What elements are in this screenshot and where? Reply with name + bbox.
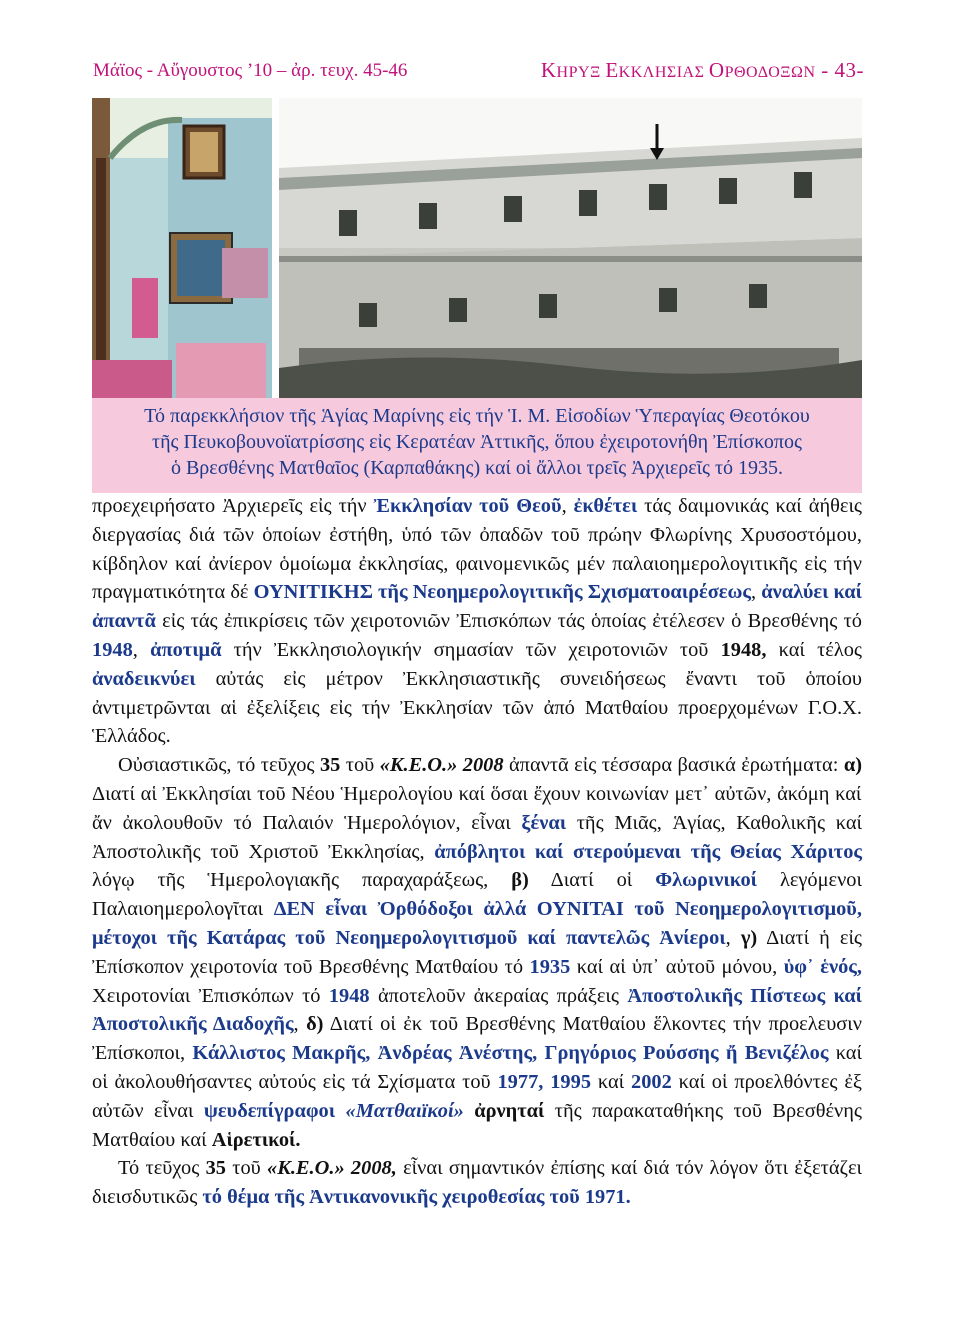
text-run: ἀναδεικνύει — [92, 667, 196, 690]
text-run: Ἐκκλησίαν τοῦ Θεοῦ — [373, 495, 562, 517]
text-run: Κάλλιστος Μακρῆς, Ἀνδρέας Ἀνέστης, Γρηγόριος Ρούσσης ἤ Βενιζέλος — [192, 1042, 829, 1065]
text-run: «Κ.Ε.Ο.» 2008 — [379, 754, 504, 777]
text-run: «Ματθαιϊκοί» — [345, 1099, 464, 1122]
photo-strip — [92, 98, 862, 398]
text-run: 35 — [205, 1157, 226, 1180]
caption-line: ὁ Βρεσθένης Ματθαῖος (Καρπαθάκης) καί οἱ ἄλλοι τρεῖς Ἀρχιερεῖς τό 1935. — [170, 457, 784, 479]
text-run: , — [561, 495, 574, 517]
text-run: προεχειρήσατο Ἀρχιερεῖς εἰς τήν — [92, 495, 374, 517]
text-run: ξέναι — [521, 811, 567, 834]
text-run: Διατί οἱ ἐκ τοῦ Βρεσθένης Ματθαίου ἕλκοντες τήν προελευσιν Ἐπίσκοποι, — [92, 1013, 862, 1065]
text-run: 1948 — [328, 984, 370, 1007]
monastery-building-photo — [279, 98, 862, 398]
text-run: καί — [591, 1070, 632, 1093]
paragraph-2 — [92, 751, 862, 1154]
text-run: τάς δαιμονικάς καί ἀήθεις διεργασίας διά τῶν ὁποίων ἐστήθη, ὑπό τῶν ὀπαδῶν τοῦ πρώην Φλωρίνης Χρυσοστόμου, κίβδηλον καί ἀνίερον ὁμοίωμα ἐκκλησίας, φαινομενικῶς μέν παλαιοημερολογιτικῆς εἰς τήν πραγματικότητα δέ — [92, 495, 863, 604]
text-run: 35 — [319, 754, 341, 777]
text-run: , — [751, 581, 762, 604]
text-run: Φλωρινικοί — [655, 869, 757, 892]
text-run: 1977, 1995 — [497, 1070, 592, 1093]
text-run: 1935 — [529, 955, 571, 978]
chapel-interior-photo — [92, 98, 272, 398]
article-body — [92, 492, 862, 1212]
caption-line: Τό παρεκκλήσιον τῆς Ἁγίας Μαρίνης εἰς τήν Ἱ. Μ. Εἰσοδίων Ὑπεραγίας Θεοτόκου — [144, 405, 810, 427]
text-run: , — [725, 926, 741, 949]
text-run: «Κ.Ε.Ο.» 2008, — [267, 1157, 397, 1180]
text-run: ἀποτιμᾶ — [150, 638, 222, 661]
text-run: τό θέμα τῆς Ἀντικανονικῆς χειροθεσίας τοῦ 1971. — [202, 1186, 631, 1209]
issue-info: Μάϊος - Αὔγουστος ’10 – ἀρ. τευχ. 45-46 — [93, 60, 408, 81]
text-run: τήν Ἐκκλησιολογικήν σημασίαν τῶν χειροτονιῶν τοῦ — [221, 638, 721, 661]
text-run: Οὐσιαστικῶς, τό τεῦχος — [118, 754, 320, 777]
paragraph-3 — [92, 1154, 862, 1212]
photo-caption — [92, 403, 862, 481]
text-run: 1948, — [720, 638, 767, 661]
text-run: τοῦ — [225, 1157, 268, 1180]
text-run: εἶναι σημαντικόν ἐπίσης καί διά τόν λόγον ὅτι ἐξετάζει διεισδυτικῶς — [92, 1157, 863, 1209]
text-run: καί οἱ προελθόντες ἐξ αὐτῶν εἶναι — [92, 1070, 862, 1122]
running-header — [0, 58, 960, 92]
text-run: β) — [511, 869, 529, 892]
text-run: τοῦ — [340, 754, 380, 777]
text-run: , — [132, 638, 151, 661]
page-number: - 43- — [815, 58, 864, 82]
text-run: ἀπόβλητοι καί στερούμεναι τῆς Θείας Χάριτος — [434, 840, 862, 863]
text-run: δ) — [306, 1013, 324, 1036]
text-run: Διατί ἡ εἰς Ἐπίσκοπον χειροτονία τοῦ Βρεσθένης Ματθαίου τό — [92, 926, 863, 978]
text-run: ψευδεπίγραφοι — [203, 1099, 336, 1122]
text-run: ὑφ᾽ ἑνός, — [783, 955, 862, 978]
text-run: ἀπαντᾶ εἰς τέσσαρα βασικά ἐρωτήματα: — [503, 754, 844, 777]
text-run: ΔΕΝ εἶναι Ὀρθόδοξοι ἀλλά ΟΥΝΙΤΑΙ τοῦ Νεοημερολογιτισμοῦ, μέτοχοι τῆς Κατάρας τοῦ Νεοημερολογιτισμοῦ καί παντελῶς Ἀνίεροι — [92, 898, 862, 949]
text-run: καί αἱ ὑπ᾽ αὐτοῦ μόνου, — [570, 955, 784, 978]
text-run: ἀποτελοῦν ἀκεραίας πράξεις — [369, 984, 628, 1007]
text-run: ἀναλύει καί ἀπαντᾶ — [92, 581, 862, 633]
text-run: καί τέλος — [766, 638, 862, 661]
text-run: ἀρνηταί — [474, 1099, 545, 1122]
text-run: 1948 — [92, 638, 133, 661]
text-run: 2002 — [631, 1070, 672, 1093]
text-run: αὐτάς εἰς μέτρον Ἐκκλησιαστικῆς συνειδήσεως ἔναντι τοῦ ὁποίου ἀντιμετρῶνται αἱ ἐξελίξεις εἰς τήν Ἐκκλησίαν τῶν ἀπό Ματθαίου προερχομένων Γ.Ο.Χ. Ἑλλάδος. — [92, 667, 862, 748]
text-run — [464, 1100, 474, 1122]
paragraph-1 — [92, 492, 862, 751]
text-run: εἰς τάς ἐπικρίσεις τῶν χειροτονιῶν Ἐπισκόπων τάς ὁποίας ἐτέλεσεν ὁ Βρεσθένης τό — [155, 610, 862, 633]
text-run: Ἀποστολικῆς Πίστεως καί Ἀποστολικῆς Διαδοχῆς — [92, 984, 863, 1036]
text-run: Αἱρετικοί. — [211, 1128, 301, 1151]
text-run: Χειροτονίαι Ἐπισκόπων τό — [92, 984, 329, 1007]
text-run: λεγόμενοι Παλαιοημερολογῖται — [92, 869, 862, 921]
text-run: τῆς παρακαταθήκης τοῦ Βρεσθένης Ματθαίου καί — [92, 1099, 862, 1151]
text-run — [335, 1100, 345, 1122]
caption-line: τῆς Πευκοβουνοϊατρίσσης εἰς Κερατέαν Ἀττικῆς, ὅπου ἐχειροτονήθη Ἐπίσκοπος — [152, 431, 802, 453]
text-run: Διατί οἱ — [528, 869, 656, 892]
text-run: α) — [843, 754, 862, 777]
text-run: γ) — [740, 926, 758, 949]
text-run: Διατί αἱ Ἐκκλησίαι τοῦ Νέου Ἡμερολογίου καί ὅσαι ἔχουν κοινωνίαν μετ᾽ αὐτῶν, ἀκόμη καί ἄν ἀκολουθοῦν τό Παλαιόν Ἡμερολόγιον, εἶναι — [92, 782, 862, 834]
text-run: ἐκθέτει — [573, 495, 638, 517]
text-run: καί οἱ ἀκολουθήσαντες αὐτούς εἰς τά Σχίσματα τοῦ — [92, 1042, 862, 1093]
text-run: ΟΥΝΙΤΙΚΗΣ τῆς Νεοημερολογιτικῆς Σχισματοαιρέσεως — [253, 581, 752, 604]
text-run: τῆς Μιᾶς, Ἁγίας, Καθολικῆς καί Ἀποστολικῆς τοῦ Χριστοῦ Ἐκκλησίας, — [92, 811, 862, 863]
text-run: λόγῳ τῆς Ἡμερολογιακῆς παραχαράξεως, — [92, 869, 512, 892]
text-run: , — [293, 1013, 307, 1036]
journal-title: ΚΗΡΥΞ ΕΚΚΛΗΣΙΑΣ ΟΡΘΟΔΟΞΩΝ - 43- — [540, 58, 864, 82]
text-run: Τό τεῦχος — [118, 1157, 206, 1180]
